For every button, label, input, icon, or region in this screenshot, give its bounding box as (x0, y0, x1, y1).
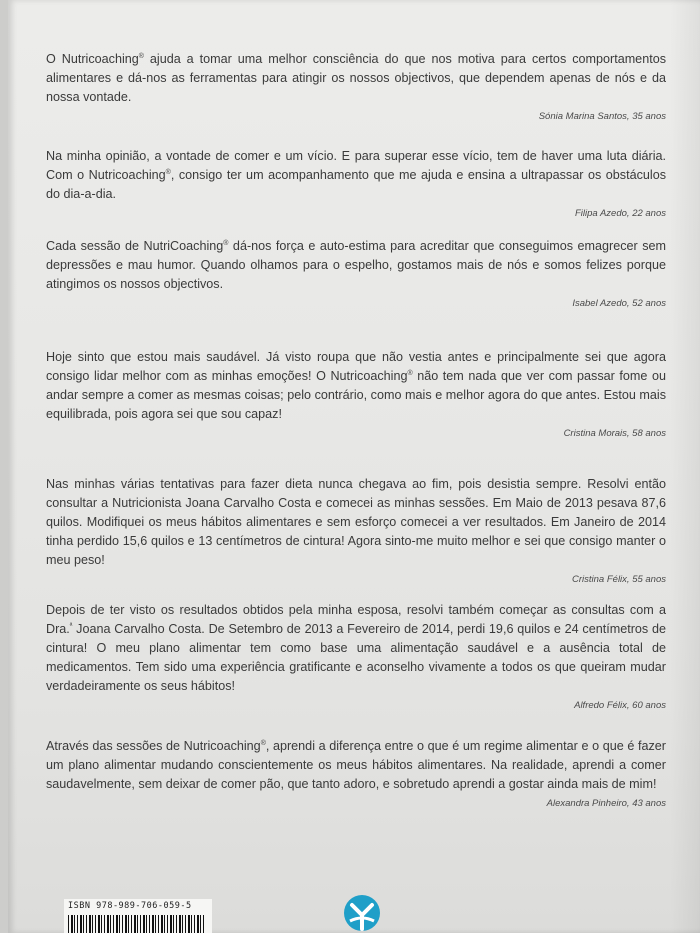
testimonial-text: Na minha opinião, a vontade de comer e um vício. E para superar esse vício, tem de haver uma luta diária. Com o Nutricoaching®, consigo ter um acompanhamento que me ajuda e ensina a ultrapassar os obstáculos do dia-a-dia. (46, 149, 666, 201)
barcode-icon (68, 915, 206, 933)
isbn-number: ISBN 978-989-706-059-5 (68, 901, 192, 911)
testimonial-4 (46, 348, 666, 439)
testimonial-6 (46, 601, 666, 711)
testimonial-1 (46, 50, 666, 122)
testimonial-text: O Nutricoaching® ajuda a tomar uma melhor consciência do que nos motiva para certos comportamentos alimentares e dá-nos as ferramentas para atingir os nossos objectivos, que dependem apenas de nós e da nossa vontade. (46, 52, 666, 104)
testimonial-text: Depois de ter visto os resultados obtidos pela minha esposa, resolvi também começar as consultas com a Dra.$^ª$ Joana Carvalho Costa. De Setembro de 2013 a Fevereiro de 2014, perdi 19,6 quilos e 24 centímetros de cintura! O meu plano alimentar tem como base uma alimentação saudável e a ausência total de medicamentos. Tem sido uma experiência gratificante e aconselho vivamente a todos os que queiram mudar verdadeiramente os seus hábitos! (46, 603, 666, 693)
testimonial-author: Alexandra Pinheiro, 43 anos (546, 798, 666, 809)
testimonial-5 (46, 475, 666, 585)
publisher-logo-icon (342, 891, 382, 931)
testimonial-2 (46, 147, 666, 219)
testimonial-text: Hoje sinto que estou mais saudável. Já visto roupa que não vestia antes e principalmente sei que agora consigo lidar melhor com as minhas emoções! O Nutricoaching® não tem nada que ver com passar fome ou andar sempre a comer as mesmas coisas; pelo contrário, como mais e melhor agora do que antes. Estou mais equilibrada, pois agora sei que sou capaz! (46, 350, 666, 421)
testimonial-text: Cada sessão de NutriCoaching® dá-nos força e auto-estima para acreditar que conseguimos emagrecer sem depressões e mau humor. Quando olhamos para o espelho, gostamos mais de nós e somos felizes porque atingimos os nossos objectivos. (46, 239, 666, 291)
testimonial-author: Filipa Azedo, 22 anos (574, 208, 666, 219)
isbn-barcode-label (64, 899, 212, 933)
testimonial-author: Cristina Morais, 58 anos (563, 428, 666, 439)
testimonial-3 (46, 237, 666, 309)
testimonial-text: Através das sessões de Nutricoaching®, aprendi a diferença entre o que é um regime alimentar e o que é fazer um plano alimentar mudando conscientemente os meus hábitos alimentares. Na realidade, aprendi a comer saudavelmente, sem deixar de comer pão, que tanto adoro, e sobretudo aprendi a gostar ainda mais de mim! (46, 739, 666, 791)
testimonial-author: Isabel Azedo, 52 anos (572, 298, 666, 309)
testimonial-text: Nas minhas várias tentativas para fazer dieta nunca chegava ao fim, pois desistia sempre. Resolvi então consultar a Nutricionista Joana Carvalho Costa e comecei as minhas sessões. Em Maio de 2013 pesava 87,6 quilos. Modifiquei os meus hábitos alimentares e sem esforço comecei a ver resultados. Em Janeiro de 2014 tinha perdido 15,6 quilos e 13 centímetros de cintura! Agora sinto-me muito melhor e sei que consigo manter o meu peso! (46, 477, 666, 567)
testimonial-author: Cristina Félix, 55 anos (572, 574, 666, 585)
testimonial-7 (46, 737, 666, 809)
testimonial-author: Alfredo Félix, 60 anos (574, 700, 666, 711)
back-cover-page (8, 0, 700, 933)
testimonial-author: Sónia Marina Santos, 35 anos (538, 111, 666, 122)
